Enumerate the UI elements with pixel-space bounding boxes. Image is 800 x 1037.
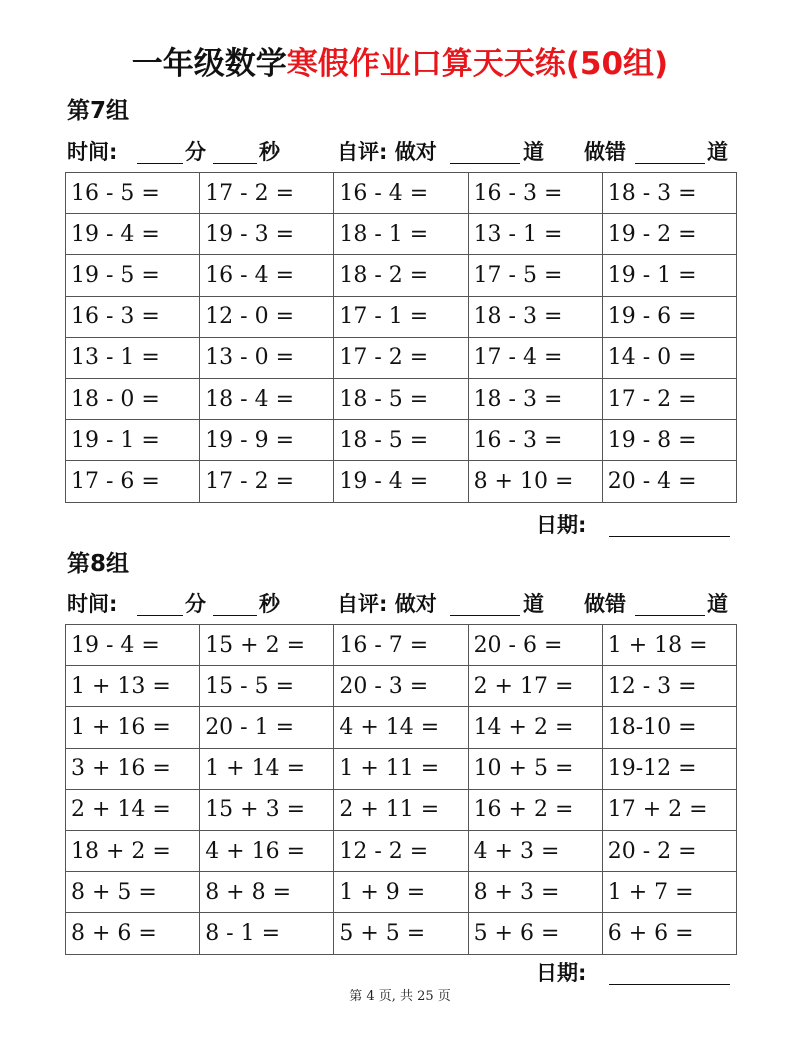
table-row — [66, 625, 737, 666]
problem-cell: 1 + 9 = — [334, 872, 468, 913]
problem-cell: 16 + 2 = — [468, 789, 602, 830]
problem-cell: 20 - 3 = — [334, 666, 468, 707]
problem-cell: 19 - 4 = — [334, 461, 468, 502]
dao-label: 道 — [523, 140, 544, 164]
problem-cell: 18-10 = — [602, 707, 736, 748]
problem-cell: 8 + 10 = — [468, 461, 602, 502]
seconds-blank[interactable] — [213, 615, 257, 616]
problem-cell: 15 + 2 = — [200, 625, 334, 666]
problem-cell: 17 - 2 = — [334, 337, 468, 378]
date-blank[interactable] — [609, 536, 730, 537]
problem-cell: 12 - 2 = — [334, 830, 468, 871]
problem-cell: 19 - 4 = — [66, 214, 200, 255]
table-row — [66, 173, 737, 214]
problem-cell: 8 - 1 = — [200, 913, 334, 954]
problem-cell: 20 - 6 = — [468, 625, 602, 666]
problem-cell: 17 - 2 = — [200, 173, 334, 214]
second-label: 秒 — [259, 592, 280, 616]
problem-cell: 16 - 3 = — [468, 420, 602, 461]
group-7-info-row — [67, 137, 737, 167]
problem-cell: 16 - 3 = — [66, 296, 200, 337]
table-row — [66, 872, 737, 913]
problem-cell: 16 - 5 = — [66, 173, 200, 214]
problem-cell: 19 - 3 = — [200, 214, 334, 255]
problem-cell: 14 - 0 = — [602, 337, 736, 378]
problem-cell: 5 + 5 = — [334, 913, 468, 954]
table-row — [66, 378, 737, 419]
problem-cell: 19 - 1 = — [66, 420, 200, 461]
table-row — [66, 255, 737, 296]
dao-label: 道 — [523, 592, 544, 616]
problem-cell: 1 + 14 = — [200, 748, 334, 789]
problem-cell: 2 + 11 = — [334, 789, 468, 830]
problem-cell: 16 - 7 = — [334, 625, 468, 666]
problem-cell: 4 + 14 = — [334, 707, 468, 748]
problem-cell: 18 - 3 = — [602, 173, 736, 214]
self-eval-label: 自评: 做对 — [337, 140, 437, 164]
problem-cell: 15 - 5 = — [200, 666, 334, 707]
table-row — [66, 789, 737, 830]
self-eval-label: 自评: 做对 — [337, 592, 437, 616]
problem-cell: 20 - 4 = — [602, 461, 736, 502]
problem-cell: 20 - 1 = — [200, 707, 334, 748]
problem-cell: 19 - 9 = — [200, 420, 334, 461]
problem-cell: 1 + 13 = — [66, 666, 200, 707]
table-row — [66, 748, 737, 789]
wrong-label: 做错 — [584, 592, 626, 616]
problem-cell: 19 - 6 = — [602, 296, 736, 337]
table-row — [66, 214, 737, 255]
group-7-label: 第7组 — [67, 98, 130, 124]
problem-cell: 1 + 16 = — [66, 707, 200, 748]
problem-cell: 18 - 4 = — [200, 378, 334, 419]
page-footer: 第 4 页, 共 25 页 — [349, 989, 451, 1004]
problem-cell: 13 - 1 = — [66, 337, 200, 378]
table-row — [66, 707, 737, 748]
problem-cell: 18 - 0 = — [66, 378, 200, 419]
table-row — [66, 666, 737, 707]
problem-cell: 15 + 3 = — [200, 789, 334, 830]
problem-cell: 17 - 5 = — [468, 255, 602, 296]
problem-cell: 18 - 3 = — [468, 296, 602, 337]
problem-cell: 2 + 14 = — [66, 789, 200, 830]
problem-cell: 17 - 2 = — [200, 461, 334, 502]
problem-cell: 19 - 2 = — [602, 214, 736, 255]
wrong-count-blank[interactable] — [635, 163, 705, 164]
minutes-blank[interactable] — [137, 615, 183, 616]
minute-label: 分 — [185, 592, 206, 616]
problem-cell: 17 + 2 = — [602, 789, 736, 830]
problem-cell: 19 - 8 = — [602, 420, 736, 461]
minutes-blank[interactable] — [137, 163, 183, 164]
problem-cell: 18 - 2 = — [334, 255, 468, 296]
seconds-blank[interactable] — [213, 163, 257, 164]
problem-cell: 8 + 5 = — [66, 872, 200, 913]
time-label: 时间: — [67, 592, 118, 616]
wrong-count-blank[interactable] — [635, 615, 705, 616]
problem-cell: 17 - 1 = — [334, 296, 468, 337]
problem-cell: 3 + 16 = — [66, 748, 200, 789]
problem-cell: 18 - 5 = — [334, 378, 468, 419]
group-8-info-row — [67, 589, 737, 619]
table-row — [66, 830, 737, 871]
problem-cell: 16 - 3 = — [468, 173, 602, 214]
problem-cell: 18 - 5 = — [334, 420, 468, 461]
problem-cell: 8 + 8 = — [200, 872, 334, 913]
group-7-date — [536, 510, 736, 540]
problem-cell: 16 - 4 = — [334, 173, 468, 214]
table-row — [66, 296, 737, 337]
time-label: 时间: — [67, 140, 118, 164]
group-8-date — [536, 958, 736, 988]
problem-cell: 17 - 4 = — [468, 337, 602, 378]
problem-cell: 13 - 0 = — [200, 337, 334, 378]
problem-cell: 4 + 16 = — [200, 830, 334, 871]
problem-cell: 14 + 2 = — [468, 707, 602, 748]
title-black-part: 一年级数学 — [131, 46, 287, 82]
problem-cell: 19-12 = — [602, 748, 736, 789]
table-row — [66, 461, 737, 502]
problem-cell: 19 - 4 = — [66, 625, 200, 666]
problem-cell: 17 - 6 = — [66, 461, 200, 502]
problem-cell: 19 - 1 = — [602, 255, 736, 296]
group-7-problem-table — [65, 172, 737, 503]
correct-count-blank[interactable] — [450, 615, 520, 616]
problem-cell: 2 + 17 = — [468, 666, 602, 707]
minute-label: 分 — [185, 140, 206, 164]
problem-cell: 1 + 18 = — [602, 625, 736, 666]
problem-cell: 18 - 3 = — [468, 378, 602, 419]
problem-cell: 17 - 2 = — [602, 378, 736, 419]
dao-label: 道 — [707, 592, 728, 616]
problem-cell: 19 - 5 = — [66, 255, 200, 296]
problem-cell: 12 - 0 = — [200, 296, 334, 337]
page-title — [0, 44, 800, 84]
table-row — [66, 913, 737, 954]
problem-cell: 13 - 1 = — [468, 214, 602, 255]
problem-cell: 18 - 1 = — [334, 214, 468, 255]
problem-cell: 5 + 6 = — [468, 913, 602, 954]
table-row — [66, 337, 737, 378]
problem-cell: 6 + 6 = — [602, 913, 736, 954]
date-label: 日期: — [536, 961, 587, 985]
wrong-label: 做错 — [584, 140, 626, 164]
problem-cell: 12 - 3 = — [602, 666, 736, 707]
problem-cell: 10 + 5 = — [468, 748, 602, 789]
dao-label: 道 — [707, 140, 728, 164]
group-8-label: 第8组 — [67, 551, 130, 577]
problem-cell: 16 - 4 = — [200, 255, 334, 296]
second-label: 秒 — [259, 140, 280, 164]
group-8-problem-table — [65, 624, 737, 955]
problem-cell: 20 - 2 = — [602, 830, 736, 871]
problem-cell: 8 + 3 = — [468, 872, 602, 913]
date-label: 日期: — [536, 513, 587, 537]
title-red-part: 寒假作业口算天天练(50组) — [286, 46, 669, 82]
problem-cell: 18 + 2 = — [66, 830, 200, 871]
problem-cell: 1 + 7 = — [602, 872, 736, 913]
problem-cell: 8 + 6 = — [66, 913, 200, 954]
table-row — [66, 420, 737, 461]
problem-cell: 4 + 3 = — [468, 830, 602, 871]
correct-count-blank[interactable] — [450, 163, 520, 164]
problem-cell: 1 + 11 = — [334, 748, 468, 789]
